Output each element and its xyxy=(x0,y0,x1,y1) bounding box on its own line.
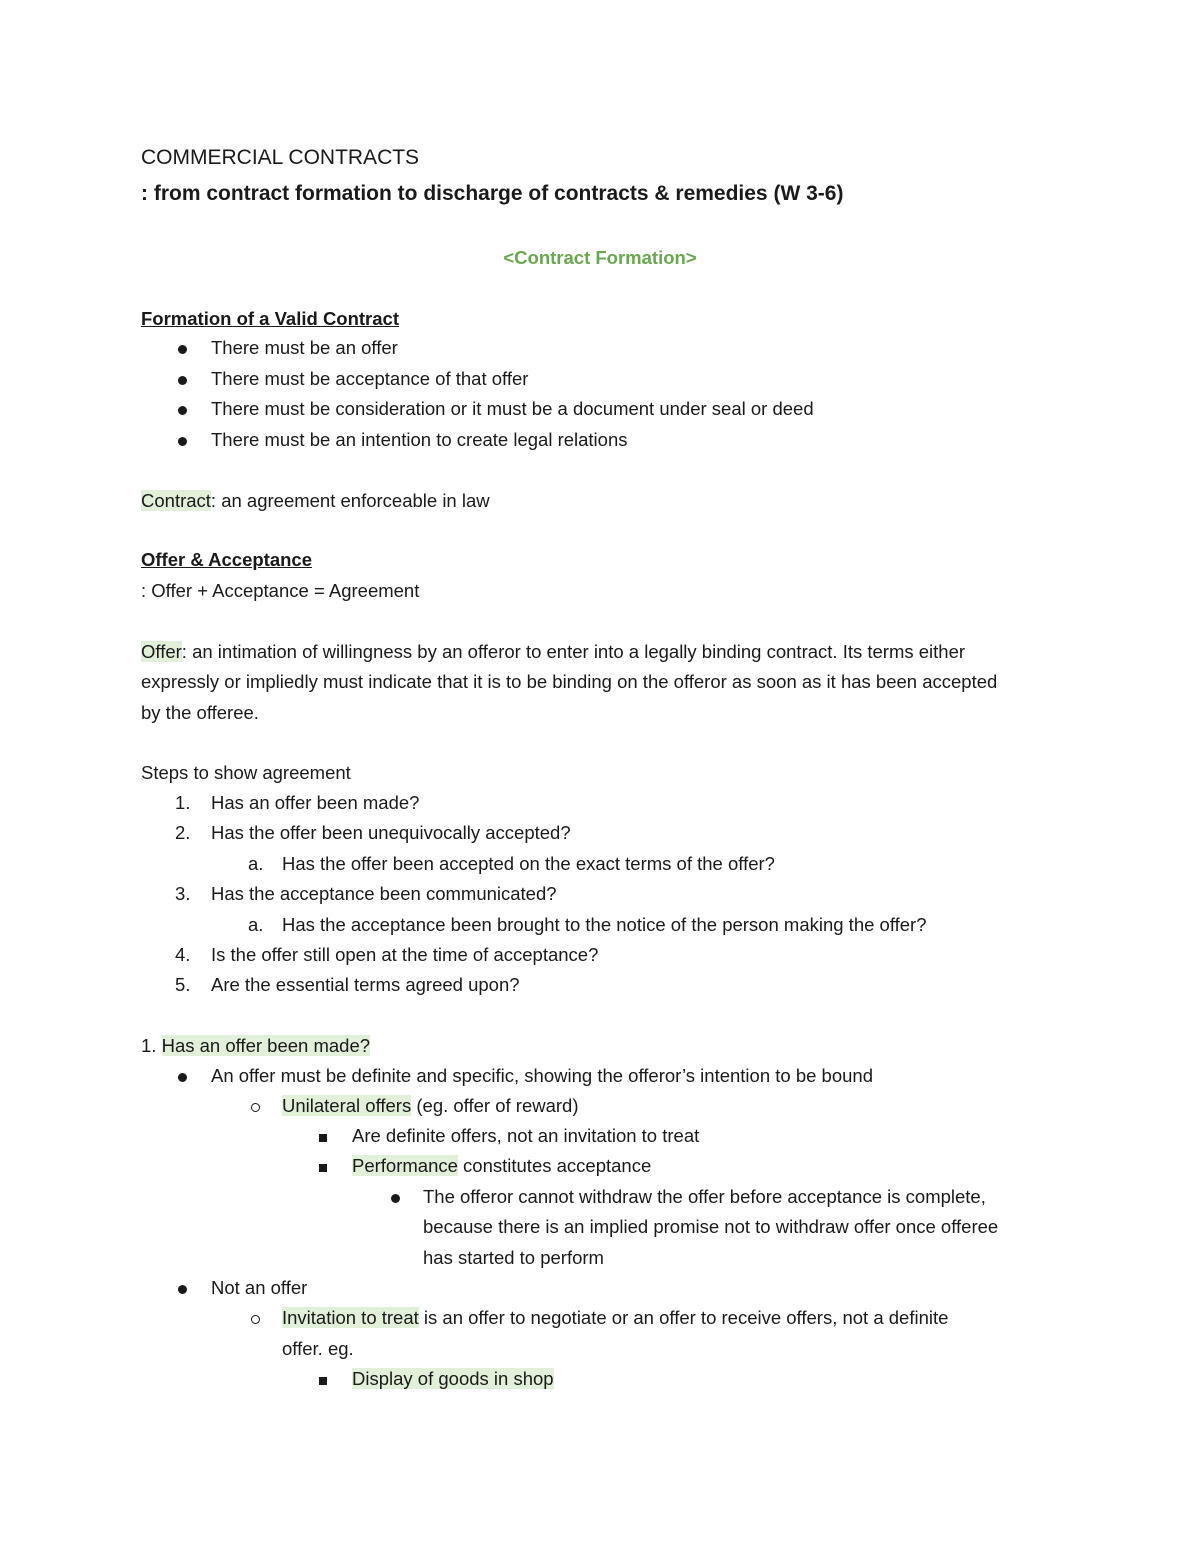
circle-bullet-icon xyxy=(251,1315,260,1324)
section-header: <Contract Formation> xyxy=(503,247,697,268)
offer-acceptance-heading: Offer & Acceptance xyxy=(141,549,313,570)
offer-term: Offer xyxy=(141,641,182,662)
display-of-goods-term: Display of goods in shop xyxy=(352,1368,554,1389)
square-bullet-icon xyxy=(319,1164,327,1172)
invitation-to-treat-term: Invitation to treat xyxy=(282,1307,419,1328)
list-item-continuation: offer. eg. xyxy=(282,1338,354,1359)
doc-title: COMMERCIAL CONTRACTS xyxy=(141,146,420,169)
bullet-icon xyxy=(178,345,187,354)
question-heading-text: Has an offer been made? xyxy=(161,1035,371,1056)
steps-intro: Steps to show agreement xyxy=(141,762,351,783)
circle-bullet-icon xyxy=(251,1103,260,1112)
unilateral-offers-term: Unilateral offers xyxy=(282,1095,412,1116)
question-heading: 1. Has an offer been made? xyxy=(141,1035,371,1056)
offer-definition-line: by the offeree. xyxy=(141,702,259,723)
bullet-icon xyxy=(178,1073,187,1082)
offer-definition-line: expressly or impliedly must indicate that it is to be binding on the offeror as soon as it has been accepted xyxy=(141,671,998,692)
bullet-icon xyxy=(178,376,187,385)
bullet-icon xyxy=(391,1194,400,1203)
list-item-continuation: has started to perform xyxy=(423,1247,604,1268)
contract-term: Contract xyxy=(141,490,211,511)
performance-term: Performance xyxy=(352,1155,458,1176)
offer-definition: Offer: an intimation of willingness by an offeror to enter into a legally binding contract. Its terms either xyxy=(141,641,966,662)
square-bullet-icon xyxy=(319,1134,327,1142)
doc-subtitle: : from contract formation to discharge of contracts & remedies (W 3-6) xyxy=(141,182,844,205)
bullet-icon xyxy=(178,406,187,415)
agreement-formula: : Offer + Acceptance = Agreement xyxy=(141,580,420,601)
formation-heading: Formation of a Valid Contract xyxy=(141,308,399,329)
contract-definition: Contract: an agreement enforceable in law xyxy=(141,490,490,511)
list-item-continuation: because there is an implied promise not to withdraw offer once offeree xyxy=(423,1216,999,1237)
document-page: COMMERCIAL CONTRACTS : from contract formation to discharge of contracts & remedies (W 3-6) <Contract Formation> Formation of a Valid Contract There must be an offer There must be acceptance of that offer There must be consideration or it must be a document under seal or deed There must be an intention to create legal relations Contract: an agreement enforceable in law Offer & Acceptance : Offer + Acceptance = Agreement Offer: an intimation of willingness by an offeror to enter into a legally binding contract. Its terms either expressly or impliedly must indicate that it is to be binding on the offeror as soon as it has been accepted by the offeree. Steps to show agreement 1. Has an offer been made? 2. Has the offer been unequivocally accepted? a. Has the offer been accepted on the exact terms of the offer? 3. Has the acceptance been communicated? a. Has the acceptance been brought to the notice of the person making the offer? 4. Is the offer still open at the time of acceptance? 5. Are the essential terms agreed upon? 1. Has an offer been made? An offer must be definite and specific, showing the offeror’s intention to be bound Unilateral offers (eg. offer of reward) Are definite offers, not an invitation to treat Performance constitutes acceptance The offeror cannot withdraw the offer before acceptance is complete, because there is an implied promise not to withdraw offer once offeree has started to perform Not an offer Invitation to treat is an offer to negotiate or an offer to receive offers, not a definite offer. eg. Display of goods in shop xyxy=(0,0,1200,1553)
square-bullet-icon xyxy=(319,1377,327,1385)
bullet-icon xyxy=(178,1285,187,1294)
bullet-icon xyxy=(178,437,187,446)
